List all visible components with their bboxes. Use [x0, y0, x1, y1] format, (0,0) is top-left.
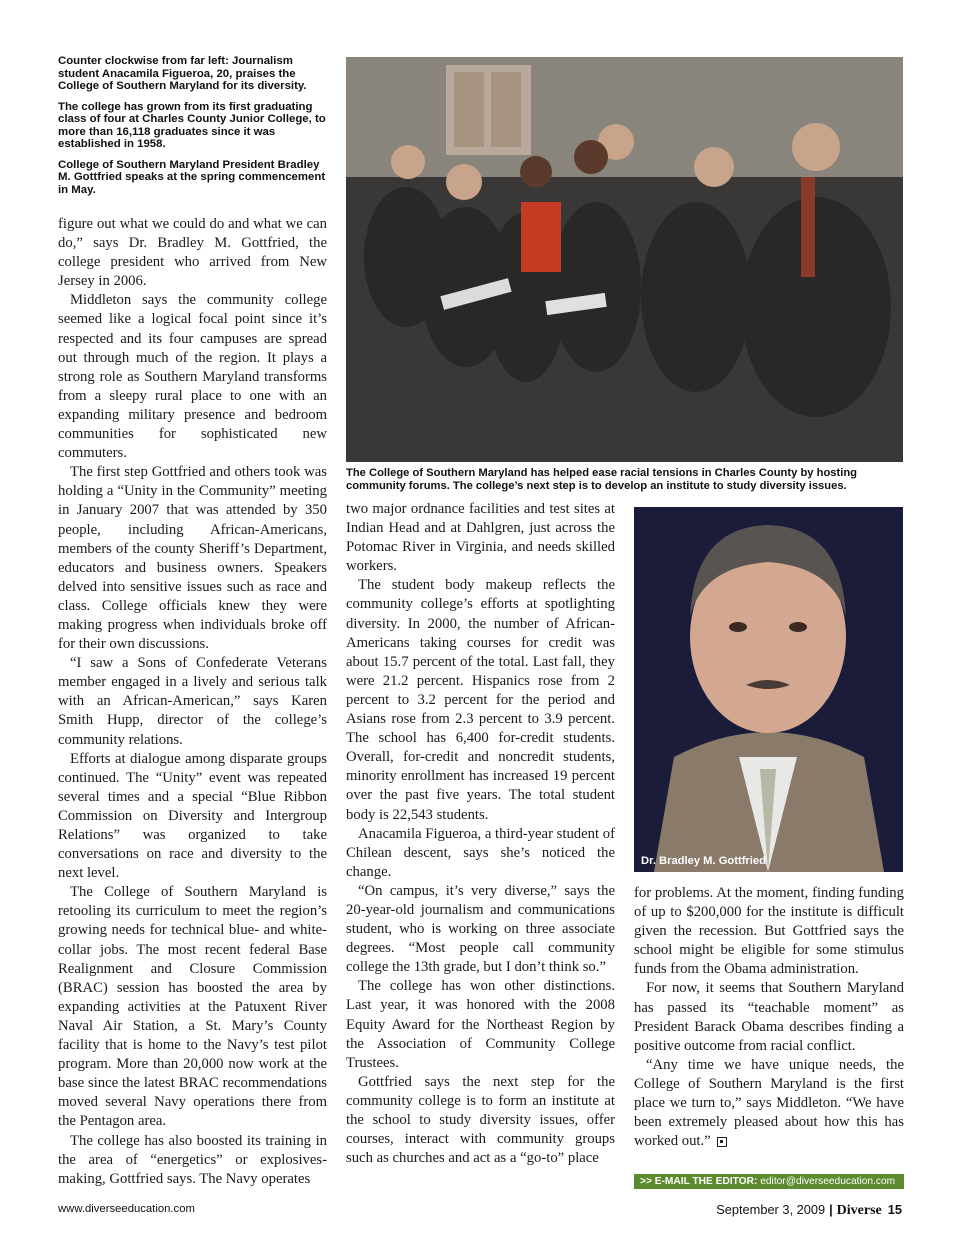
footer-magazine-name: Diverse [836, 1203, 882, 1218]
paragraph: The college has also boosted its training in the area of “energetics” or explosives-making, Gottfried says. The Navy operates [58, 1132, 327, 1187]
paragraph [634, 1056, 904, 1151]
gottfried-portrait-photo [634, 507, 903, 872]
paragraph: The student body makeup reflects the community college’s efforts at spotlighting diversity. In 2000, the number of African-Americans taking courses for credit was about 15.7 percent of the total. Last fall, they were 21.2 percent. Hispanics rose from 2 percent to 3.2 percent for the period and Asians rose from 2.3 percent to 3.9 percent. The school has 6,400 for-credit students. Overall, for-credit and noncredit students, minority enrollment has increased 19 percent over the past five years. The total student body is 22,543 students. [346, 577, 615, 823]
paragraph: Gottfried says the next step for the community college is to form an institute at the school to study diversity issues, offer courses, interact with community groups such as churches and act as a “go-to” place [346, 1073, 615, 1167]
email-editor-bar [634, 1174, 904, 1189]
paragraph: for problems. At the moment, finding funding of up to $200,000 for the institute is difficult given the recession. But Gottfried says the school might be eligible for some stimulus funds from the Obama administration. [634, 885, 904, 978]
paragraph: figure out what we could do and what we can do,” says Dr. Bradley M. Gottfried, the college president who arrived from New Jersey in 2006. [58, 216, 327, 290]
page-number: 15 [887, 1202, 902, 1217]
paragraph: “I saw a Sons of Confederate Veterans member engaged in a lively and serious talk with an African-American,” says Karen Smith Hupp, director of the college’s community relations. [58, 655, 327, 748]
paragraph: Anacamila Figueroa, a third-year student of Chilean descent, says she’s noticed the change. [346, 825, 615, 880]
paragraph: The College of Southern Maryland is retooling its curriculum to meet the region’s growing needs for technical blue- and white-collar jobs. The most recent federal Base Realignment and Closure Commission (BRAC) session has boosted the area by expanding activities at the Patuxent River Naval Air Station, a St. Mary’s County facility that is home to the Navy’s test pilot program. More than 20,000 now work at the base since the latest BRAC recommendations moved several Navy operations there from the Pentagon area. [58, 884, 327, 1130]
end-of-article-icon [717, 1137, 727, 1147]
footer-website: www.diverseeducation.com [58, 1203, 195, 1215]
main-photo-caption: The College of Southern Maryland has helped ease racial tensions in Charles County by hosting community forums. The college’s next step is to develop an institute to study diversity issues. [346, 467, 857, 492]
paragraph: The first step Gottfried and others took was holding a “Unity in the Community” meeting in January 2007 that was attended by 350 people, including African-Americans, members of the county Sheriff’s Department, educators and business owners. Speakers delved into sensitive issues such as race and class. College officials knew they were making progress when individuals broke off for their own discussions. [58, 464, 327, 653]
footer-separator: | [829, 1202, 833, 1217]
article-column-3 [634, 884, 904, 1151]
side-caption: Counter clockwise from far left: Journalism student Anacamila Figueroa, 20, praises the College of Southern Maryland for its diversity. [58, 55, 307, 92]
paragraph: Efforts at dialogue among disparate groups continued. The “Unity” event was repeated several times and a special “Blue Ribbon Commission on Diversity and Intergroup Relations” was organized to take conversations on race and diversity to the next level. [58, 750, 327, 882]
paragraph-text: “Any time we have unique needs, the College of Southern Maryland is the first place we turn to,” says Middleton. “We have been extremely pleased about how this has worked out.” [634, 1056, 904, 1150]
side-caption: The college has grown from its first graduating class of four at Charles County Junior College, to more than 16,118 graduates since it was established in 1958. [58, 100, 326, 150]
article-column-2 [346, 500, 615, 1168]
paragraph: For now, it seems that Southern Maryland has passed its “teachable moment” as President Barack Obama describes finding a positive outcome from racial conflict. [634, 980, 904, 1054]
footer-date: September 3, 2009 [716, 1202, 826, 1217]
footer-folio [716, 1202, 902, 1219]
article-column-1 [58, 215, 327, 1189]
paragraph: “On campus, it’s very diverse,” says the 20-year-old journalism and communications student, who is working on three associate degrees. “Most people call community college the 13th grade, but I don’t think so.” [346, 882, 615, 976]
side-captions [58, 55, 330, 204]
portrait-caption: Dr. Bradley M. Gottfried [641, 855, 766, 867]
email-label: >> E-MAIL THE EDITOR: [640, 1176, 758, 1187]
side-caption: College of Southern Maryland President Bradley M. Gottfried speaks at the spring commencement in May. [58, 158, 326, 196]
paragraph: The college has won other distinctions. Last year, it was honored with the 2008 Equity Award for the Northeast Region by the Association of Community College Trustees. [346, 978, 615, 1071]
email-address-link[interactable]: editor@diverseeducation.com [760, 1176, 896, 1187]
paragraph: Middleton says the community college seemed like a logical focal point since it’s respected and its four campuses are spread out through much of the region. It plays a strong role as Southern Maryland transforms from a sleepy rural place to one with an expanding military presence and bedroom communities for sophisticated new commuters. [58, 292, 327, 462]
paragraph: two major ordnance facilities and test sites at Indian Head and at Dahlgren, just across the Potomac River in Virginia, and needs skilled workers. [346, 501, 615, 575]
forum-audience-photo [346, 57, 903, 462]
